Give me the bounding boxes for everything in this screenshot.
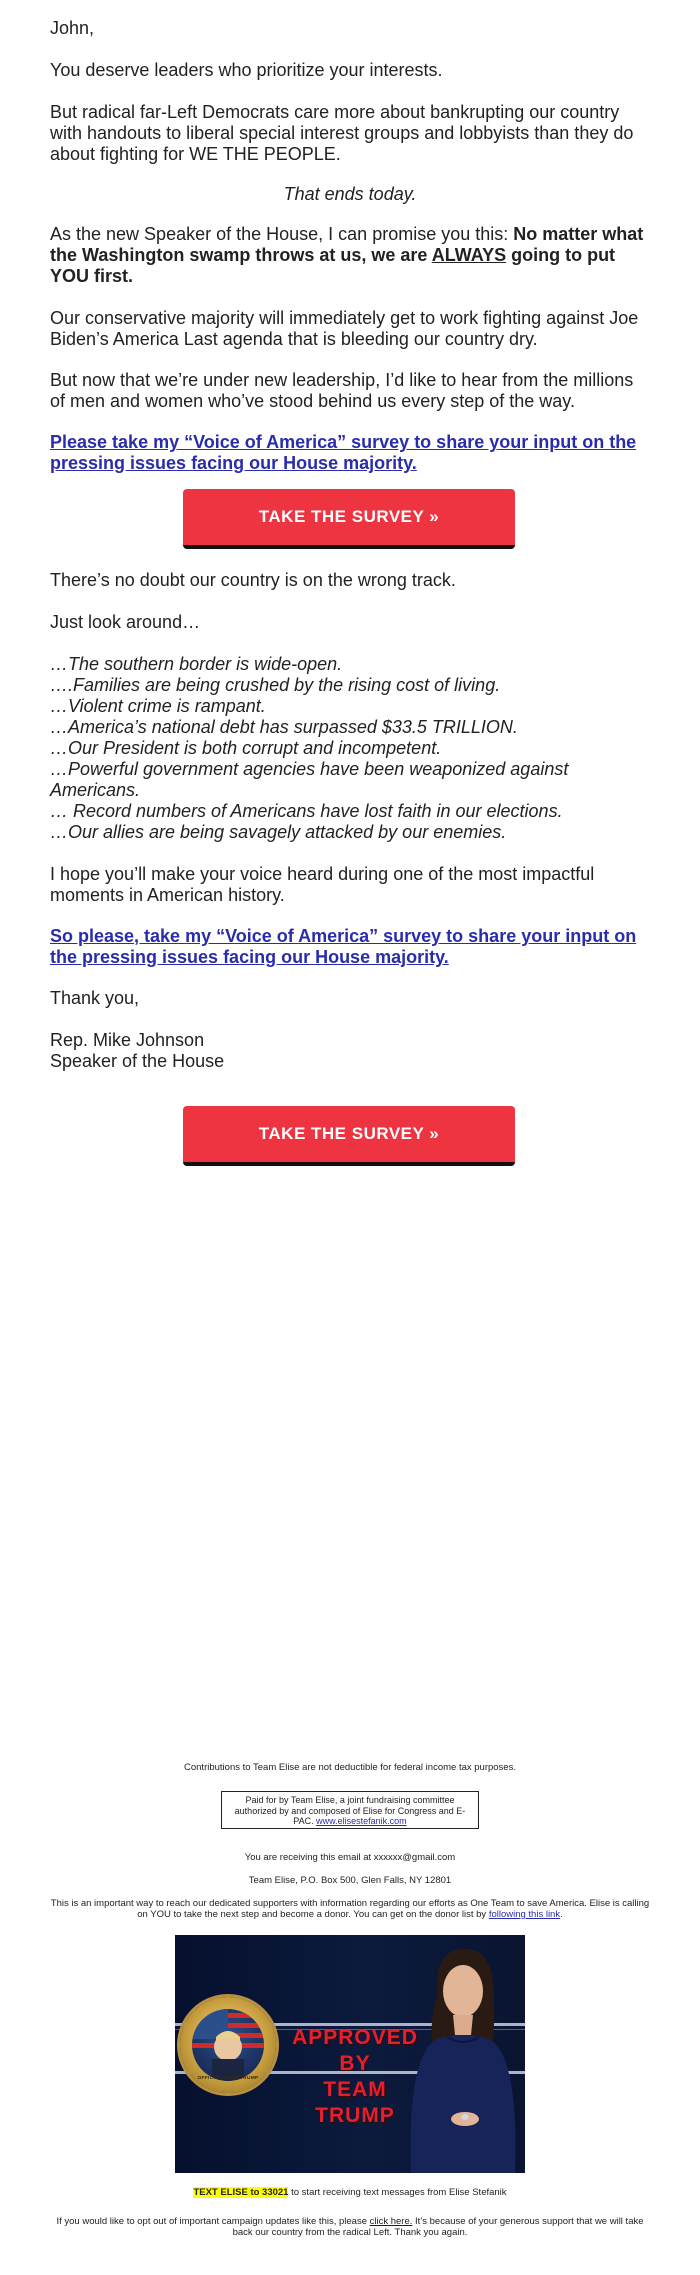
signature-title: Speaker of the House — [50, 1051, 225, 1071]
list-item: …Violent crime is rampant. — [50, 696, 266, 716]
banner-headline-line-1: APPROVED BY — [292, 2026, 418, 2075]
website-link[interactable]: www.elisestefanik.com — [316, 1816, 407, 1826]
survey-link-paragraph-1 — [50, 432, 650, 474]
promise-lead: As the new Speaker of the House, I can promise you this: — [50, 224, 514, 244]
donor-notice-end: . — [560, 1909, 563, 1920]
text-signup-code: TEXT ELISE to 33021 — [193, 2187, 289, 2198]
promise-always: ALWAYS — [431, 245, 507, 265]
paragraph-leadership: But now that we’re under new leadership, I’d like to hear from the millions of men and women who’ve stood behind us every step of the way. — [50, 370, 634, 411]
survey-link-paragraph-2 — [50, 926, 650, 968]
paragraph-ends-today: That ends today. — [283, 184, 417, 204]
opt-out-text-a: If you would like to opt out of important campaign updates like this, please — [56, 2216, 370, 2227]
seal-flag-icon — [192, 2009, 264, 2081]
paragraph-radical: But radical far-Left Democrats care more about bankrupting our country with handouts to liberal special interest groups and lobbyists than they do about fighting for WE THE PEOPLE. — [50, 102, 634, 164]
paid-for-text: Paid for by Team Elise, a joint fundraising committee authorized by and composed of Elise for Congress and E-PAC. — [234, 1795, 466, 1826]
text-signup-rest: to start receiving text messages from Elise Stefanik — [288, 2187, 507, 2198]
signature — [50, 1030, 224, 1072]
survey-link-1[interactable]: Please take my “Voice of America” survey to share your input on the pressing issues facing our House majority. — [50, 432, 637, 473]
approved-by-team-trump-banner[interactable] — [175, 1935, 525, 2173]
donor-notice — [48, 1898, 652, 1920]
issue-list — [50, 654, 650, 843]
list-item: … Record numbers of Americans have lost faith in our elections. — [50, 801, 563, 821]
opt-out-notice — [48, 2216, 652, 2238]
take-survey-button-top[interactable]: TAKE THE SURVEY » — [183, 489, 515, 549]
paragraph-wrong-track: There’s no doubt our country is on the wrong track. — [50, 570, 456, 590]
receiving-notice: You are receiving this email at xxxxxx@gmail.com — [244, 1852, 456, 1863]
opt-out-link[interactable]: click here. — [369, 2216, 413, 2227]
survey-link-2[interactable]: So please, take my “Voice of America” survey to share your input on the pressing issues facing our House majority. — [50, 926, 637, 967]
signature-name: Rep. Mike Johnson — [50, 1030, 205, 1050]
list-item: …The southern border is wide-open. — [50, 654, 343, 674]
promise-bold-b: going to put YOU first. — [50, 245, 616, 286]
paragraph-promise — [50, 224, 650, 287]
thanks: Thank you, — [50, 988, 140, 1008]
list-item: …Powerful government agencies have been weaponized against Americans. — [50, 759, 569, 800]
mailing-address: Team Elise, P.O. Box 500, Glen Falls, NY 12801 — [248, 1875, 452, 1886]
paid-for-box — [221, 1791, 479, 1829]
donor-list-link[interactable]: following this link — [488, 1909, 561, 1920]
seal-label: OFFICIAL TEAM TRUMP — [197, 2076, 259, 2081]
list-item: …Our President is both corrupt and incompetent. — [50, 738, 442, 758]
elise-stefanik-portrait — [397, 1935, 525, 2173]
donor-notice-text: This is an important way to reach our dedicated supporters with information regarding our efforts as One Team to save America. Elise is calling on YOU to take the next step and become a donor. You can get on the donor list by — [50, 1898, 650, 1920]
tax-disclaimer: Contributions to Team Elise are not deductible for federal income tax purposes. — [184, 1762, 516, 1773]
paragraph-look-around: Just look around… — [50, 612, 201, 632]
official-team-trump-seal-icon — [180, 1997, 276, 2093]
opt-out-text-b: It’s because of your generous support that we will take back our country from the radical Left. Thank you again. — [232, 2216, 644, 2238]
paragraph-majority: Our conservative majority will immediately get to work fighting against Joe Biden’s America Last agenda that is bleeding our country dry. — [50, 308, 639, 349]
take-survey-button-bottom[interactable]: TAKE THE SURVEY » — [183, 1106, 515, 1166]
greeting: John, — [50, 18, 95, 38]
list-item: …Our allies are being savagely attacked by our enemies. — [50, 822, 507, 842]
paragraph-voice: I hope you’ll make your voice heard during one of the most impactful moments in American history. — [50, 864, 595, 905]
paragraph-deserve: You deserve leaders who prioritize your interests. — [50, 60, 443, 80]
list-item: …America’s national debt has surpassed $33.5 TRILLION. — [50, 717, 518, 737]
seal-center — [192, 2009, 264, 2081]
list-item: ….Families are being crushed by the rising cost of living. — [50, 675, 501, 695]
text-signup — [0, 2187, 700, 2198]
promise-bold-a: No matter what the Washington swamp throws at us, we are — [50, 224, 644, 265]
banner-headline-line-2: TEAM TRUMP — [315, 2078, 395, 2127]
